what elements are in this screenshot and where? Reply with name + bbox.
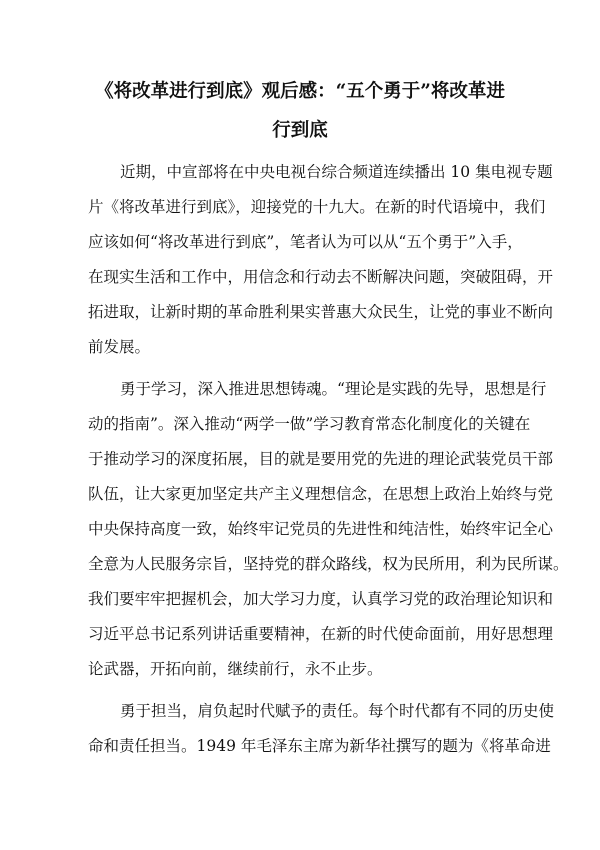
paragraph-1-line-4: 在现实生活和工作中，用信念和行动去不断解决问题，突破阻碍，开 (88, 268, 554, 286)
paragraph-2-line-4: 队伍，让大家更加坚定共产主义理想信念，在思想上政治上始终与党 (88, 485, 554, 503)
paragraph-2-line-8: 习近平总书记系列讲话重要精神，在新的时代使命面前，用好思想理 (88, 625, 554, 643)
paragraph-2-line-9: 论武器，开拓向前，继续前行，永不止步。 (88, 660, 383, 678)
paragraph-1-line-5: 拓进取，让新时期的革命胜利果实普惠大众民生，让党的事业不断向 (88, 303, 554, 321)
paragraph-2-line-7: 我们要牢牢把握机会，加大学习力度，认真学习党的政治理论知识和 (88, 590, 554, 608)
document-title-line-1: 《将改革进行到底》观后感：“五个勇于”将改革进 (95, 81, 505, 102)
paragraph-2-line-1: 勇于学习，深入推进思想铸魂。“理论是实践的先导，思想是行 (120, 380, 547, 398)
paragraph-3-line-1: 勇于担当，肩负起时代赋予的责任。每个时代都有不同的历史使 (120, 702, 555, 720)
paragraph-2-line-6: 全意为人民服务宗旨，坚持党的群众路线，权为民所用，利为民所谋。 (88, 555, 569, 573)
paragraph-3-line-2: 命和责任担当。1949 年毛泽东主席为新华社撰写的题为《将革命进 (88, 737, 551, 755)
paragraph-1-line-1: 近期，中宣部将在中央电视台综合频道连续播出 10 集电视专题 (120, 163, 553, 181)
paragraph-2-line-2: 动的指南”。深入推动“两学一做”学习教育常态化制度化的关键在 (88, 415, 531, 433)
paragraph-1-line-6: 前发展。 (88, 338, 151, 356)
paragraph-1-line-2: 片《将改革进行到底》，迎接党的十九大。在新的时代语境中，我们 (88, 198, 546, 216)
paragraph-2-line-5: 中央保持高度一致，始终牢记党员的先进性和纯洁性，始终牢记全心 (88, 520, 554, 538)
document-title-line-2: 行到底 (272, 120, 328, 141)
paragraph-2-line-3: 于推动学习的深度拓展，目的就是要用党的先进的理论武装党员干部 (88, 450, 554, 468)
paragraph-1-line-3: 应该如何“将改革进行到底”，笔者认为可以从“五个勇于”入手， (88, 233, 523, 251)
